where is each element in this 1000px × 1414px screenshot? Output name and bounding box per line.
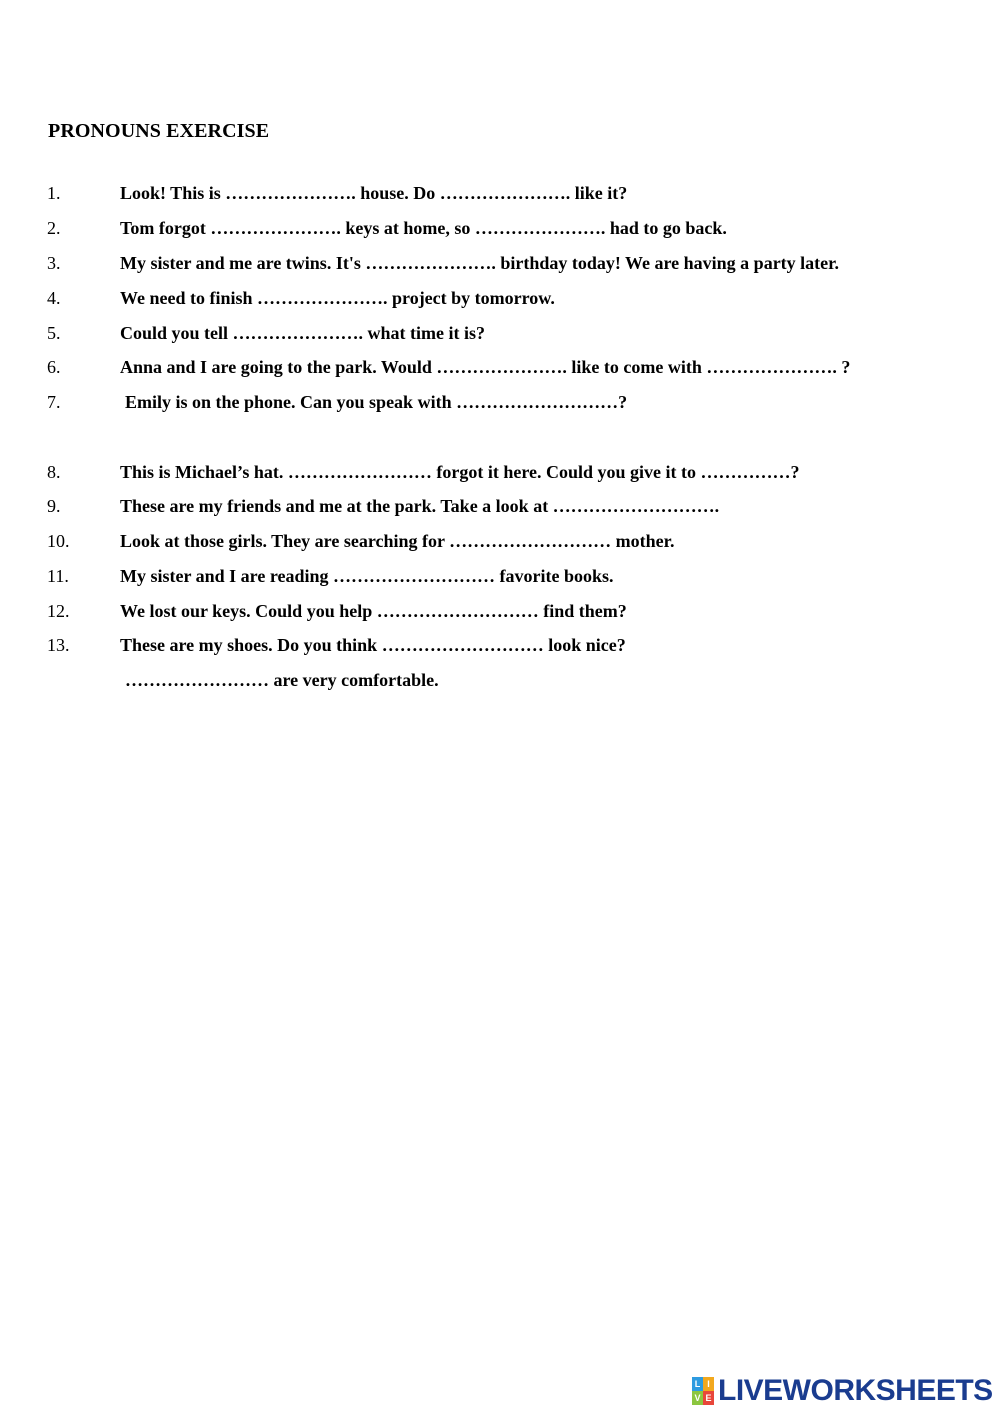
exercise-item-2 [0, 216, 1000, 240]
item-number: 10. [47, 531, 70, 551]
item-number: 8. [47, 462, 61, 482]
exercise-item-13 [0, 633, 1000, 657]
item-number: 11. [47, 566, 69, 586]
exercise-item-8 [0, 460, 1000, 484]
item-number: 12. [47, 601, 70, 621]
exercise-item-6 [0, 355, 1000, 379]
item-sentence: Tom forgot …………………. keys at home, so …………………. had to go back. [120, 218, 727, 238]
item-sentence: This is Michael’s hat. …………………… forgot it here. Could you give it to ……………? [120, 462, 800, 482]
logo-mark-letter-v: V [692, 1391, 703, 1405]
exercise-item-5 [0, 321, 1000, 345]
item-sentence: Emily is on the phone. Can you speak with ………………………? [125, 392, 628, 412]
item-number: 1. [47, 183, 61, 203]
exercise-item-1 [0, 181, 1000, 205]
item-sentence: Anna and I are going to the park. Would …………………. like to come with …………………. ? [120, 357, 851, 377]
logo-mark-letter-e: E [703, 1391, 714, 1405]
exercise-item-3 [0, 251, 1000, 275]
logo-mark-icon [692, 1377, 714, 1405]
exercise-item-7 [0, 390, 1000, 414]
item-sentence: Could you tell …………………. what time it is? [120, 323, 486, 343]
exercise-item-13-continuation [0, 668, 1000, 692]
exercise-item-12 [0, 599, 1000, 623]
item-number: 4. [47, 288, 61, 308]
item-sentence: Look! This is …………………. house. Do …………………. like it? [120, 183, 628, 203]
item-number: 6. [47, 357, 61, 377]
exercise-item-9 [0, 494, 1000, 518]
logo-mark-letter-l: L [692, 1377, 703, 1391]
page-title: PRONOUNS EXERCISE [48, 120, 270, 142]
item-sentence-continuation: …………………… are very comfortable. [125, 670, 439, 690]
item-sentence: My sister and me are twins. It's …………………. birthday today! We are having a party later. [120, 253, 839, 273]
item-sentence: We lost our keys. Could you help ……………………… find them? [120, 601, 627, 621]
logo-mark-letter-i: I [703, 1377, 714, 1391]
item-sentence: My sister and I are reading ……………………… favorite books. [120, 566, 614, 586]
liveworksheets-logo [692, 1374, 993, 1408]
logo-wordmark: LIVEWORKSHEETS [718, 1374, 993, 1407]
item-number: 5. [47, 323, 61, 343]
item-number: 7. [47, 392, 61, 412]
item-number: 13. [47, 635, 70, 655]
exercise-item-11 [0, 564, 1000, 588]
exercise-item-4 [0, 286, 1000, 310]
exercise-item-10 [0, 529, 1000, 553]
item-number: 2. [47, 218, 61, 238]
item-number: 3. [47, 253, 61, 273]
item-sentence: We need to finish …………………. project by tomorrow. [120, 288, 555, 308]
item-sentence: These are my shoes. Do you think ……………………… look nice? [120, 635, 626, 655]
item-number: 9. [47, 496, 61, 516]
item-sentence: These are my friends and me at the park. Take a look at ………………………. [120, 496, 720, 516]
item-sentence: Look at those girls. They are searching for ……………………… mother. [120, 531, 675, 551]
